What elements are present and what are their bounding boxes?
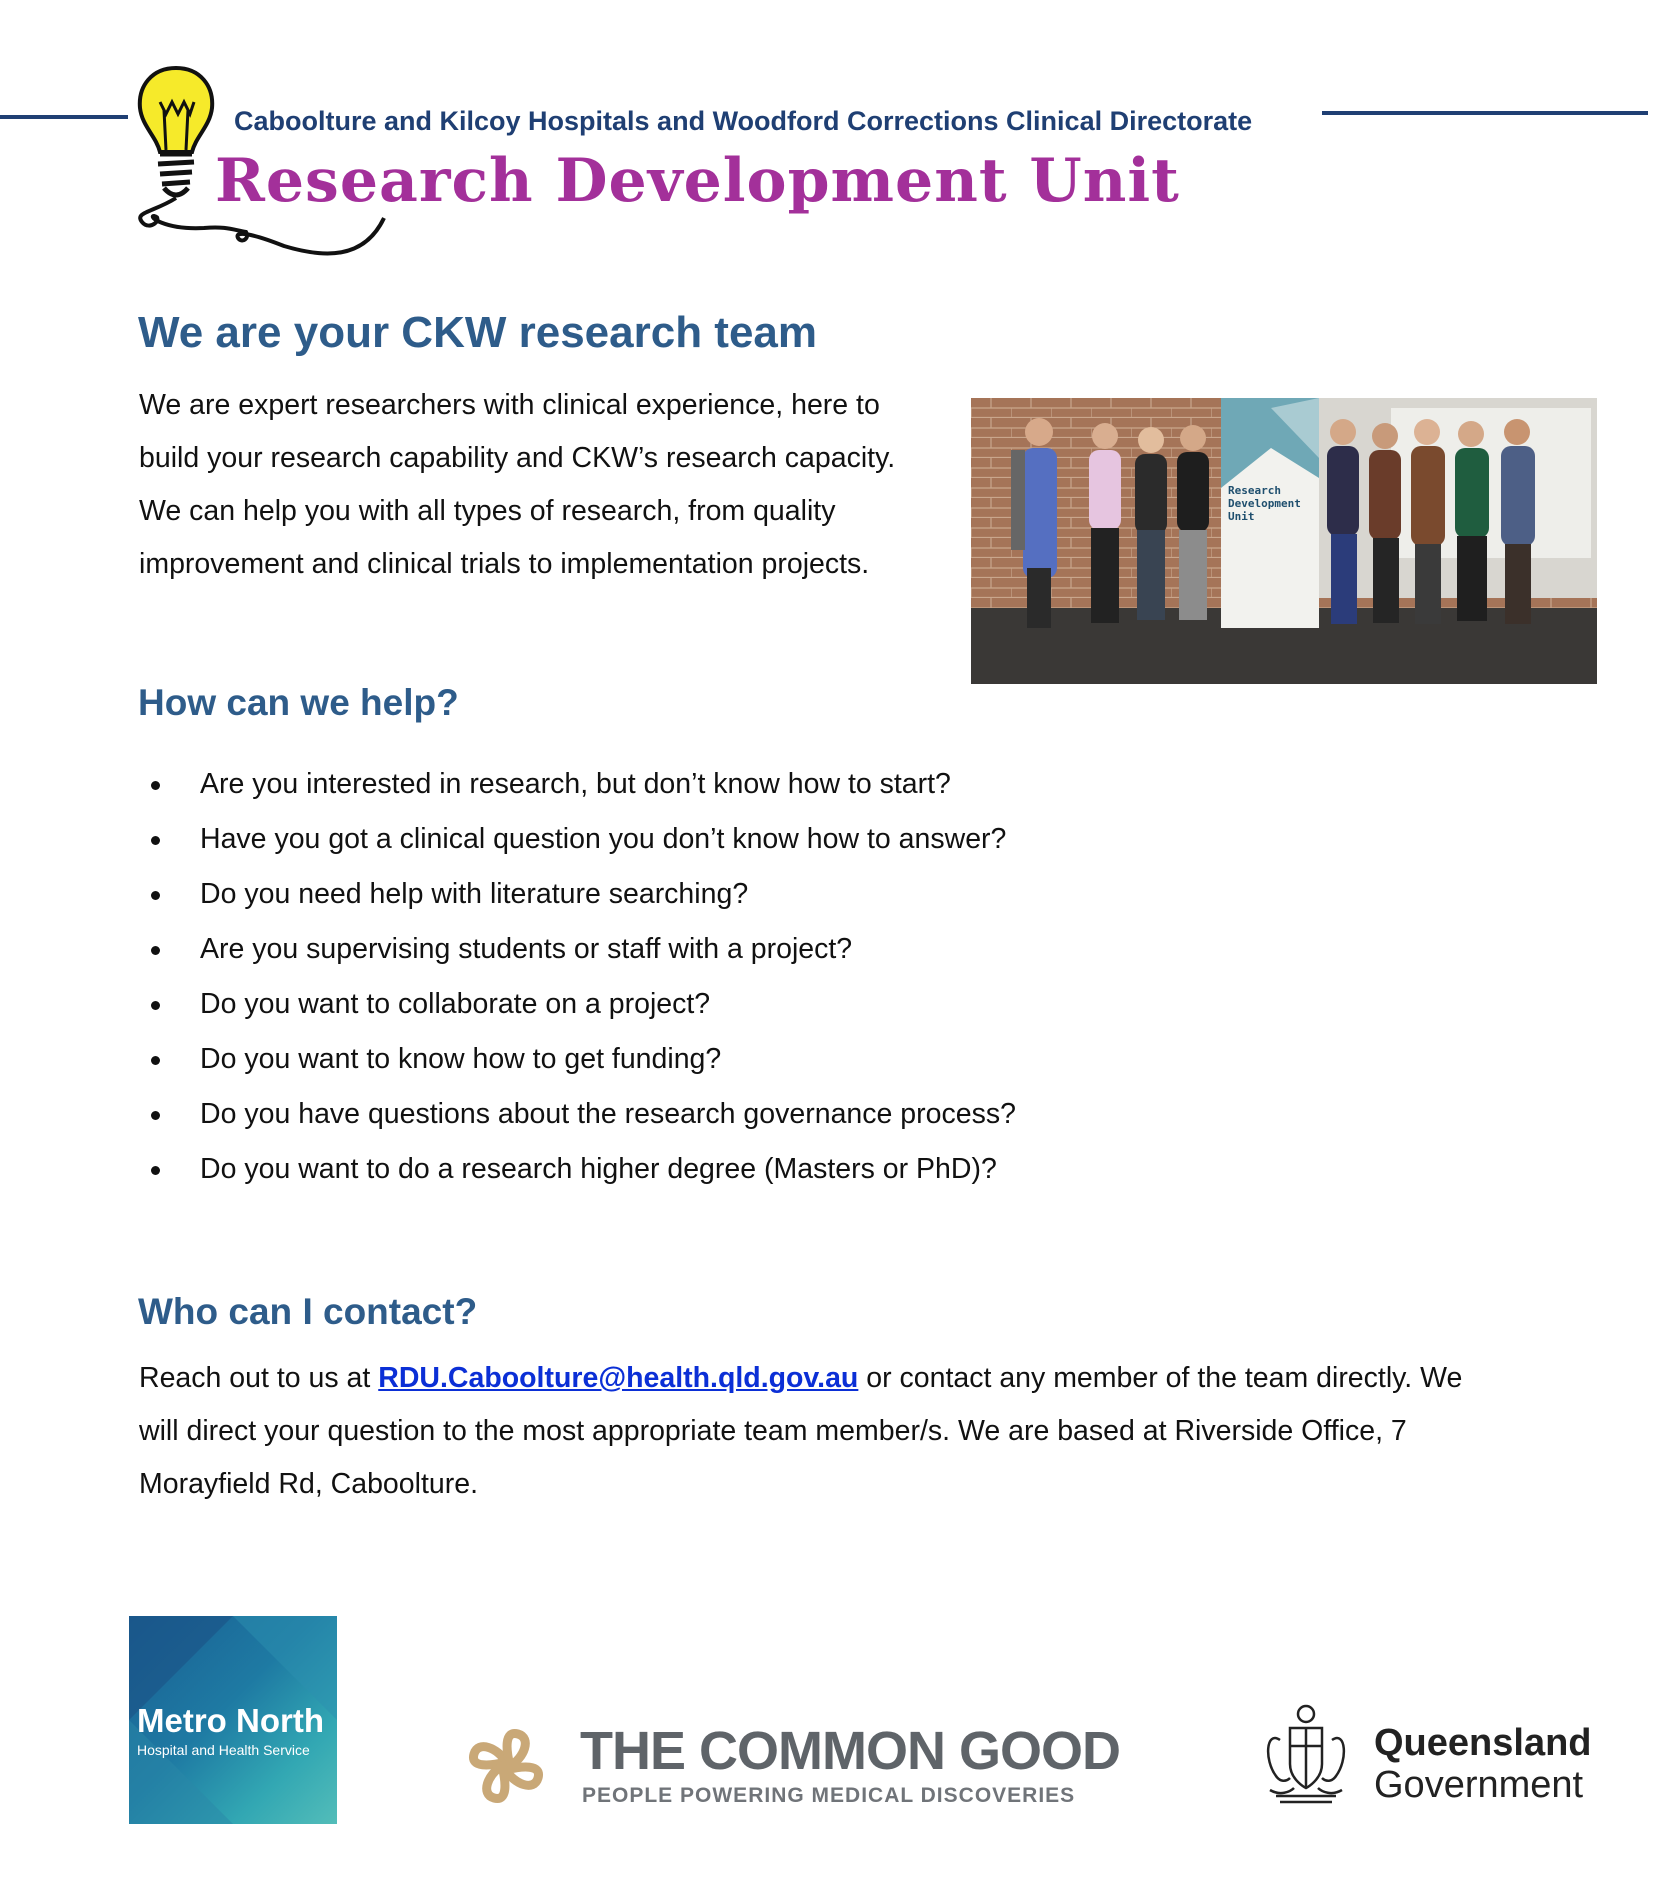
- metro-north-sub: Hospital and Health Service: [137, 1742, 310, 1758]
- banner-text-3: Unit: [1228, 510, 1255, 523]
- bullet-icon: [151, 1056, 160, 1065]
- bullet-icon: [151, 946, 160, 955]
- contact-paragraph: Reach out to us at RDU.Caboolture@health.qld.gov.au or contact any member of the team directly. We will direct your question to the most appropriate team member/s. We are based at Riverside Office, 7 Morayfield Rd, Caboolture.: [139, 1362, 1463, 1500]
- bullet-icon: [151, 1111, 160, 1120]
- banner-text-2: Development: [1228, 497, 1301, 510]
- list-item: Are you interested in research, but don’t know how to start?: [139, 758, 960, 811]
- help-heading: How can we help?: [138, 682, 459, 723]
- header-rule-right: [1322, 111, 1648, 115]
- bullet-icon: [151, 836, 160, 845]
- metro-north-logo: [129, 1616, 337, 1824]
- queensland-line2: Government: [1374, 1764, 1584, 1806]
- common-good-name: THE COMMON GOOD: [580, 1721, 1120, 1781]
- list-item: Do you want to know how to get funding?: [139, 1033, 1139, 1086]
- intro-paragraph: We are expert researchers with clinical experience, here to build your research capability and CKW’s research capacity. We can help you with all types of research, from quality improvement and clinical trials to implementation projects.: [139, 389, 896, 580]
- contact-heading: Who can I contact?: [138, 1291, 478, 1332]
- metro-north-name: Metro North: [137, 1702, 324, 1739]
- team-photo: [971, 398, 1597, 684]
- bullet-icon: [151, 781, 160, 790]
- list-item: Do you have questions about the research governance process?: [139, 1088, 1139, 1141]
- help-list: [139, 758, 1139, 1198]
- common-good-icon: [458, 1718, 554, 1814]
- queensland-line1: Queensland: [1374, 1722, 1592, 1764]
- common-good-tagline: PEOPLE POWERING MEDICAL DISCOVERIES: [582, 1784, 1076, 1807]
- list-item: Have you got a clinical question you don’t know how to answer?: [139, 813, 1139, 866]
- bullet-icon: [151, 891, 160, 900]
- list-item: Are you supervising students or staff with a project?: [139, 923, 1139, 976]
- unit-title: Research Development Unit: [215, 146, 1180, 216]
- bullet-icon: [151, 1166, 160, 1175]
- directorate-name: Caboolture and Kilcoy Hospitals and Woodford Corrections Clinical Directorate: [234, 106, 1253, 136]
- list-item: Do you want to do a research higher degree (Masters or PhD)?: [139, 1143, 1139, 1196]
- bullet-icon: [151, 1001, 160, 1010]
- list-item: Do you need help with literature searching?: [139, 868, 1139, 921]
- queensland-coat-of-arms-icon: [1250, 1700, 1362, 1812]
- contact-email-link[interactable]: RDU.Caboolture@health.qld.gov.au: [378, 1362, 859, 1394]
- banner-text-1: Research: [1228, 484, 1281, 497]
- page-title: We are your CKW research team: [138, 308, 818, 357]
- header-rule-left: [0, 115, 128, 119]
- list-item: Do you want to collaborate on a project?: [139, 978, 1139, 1031]
